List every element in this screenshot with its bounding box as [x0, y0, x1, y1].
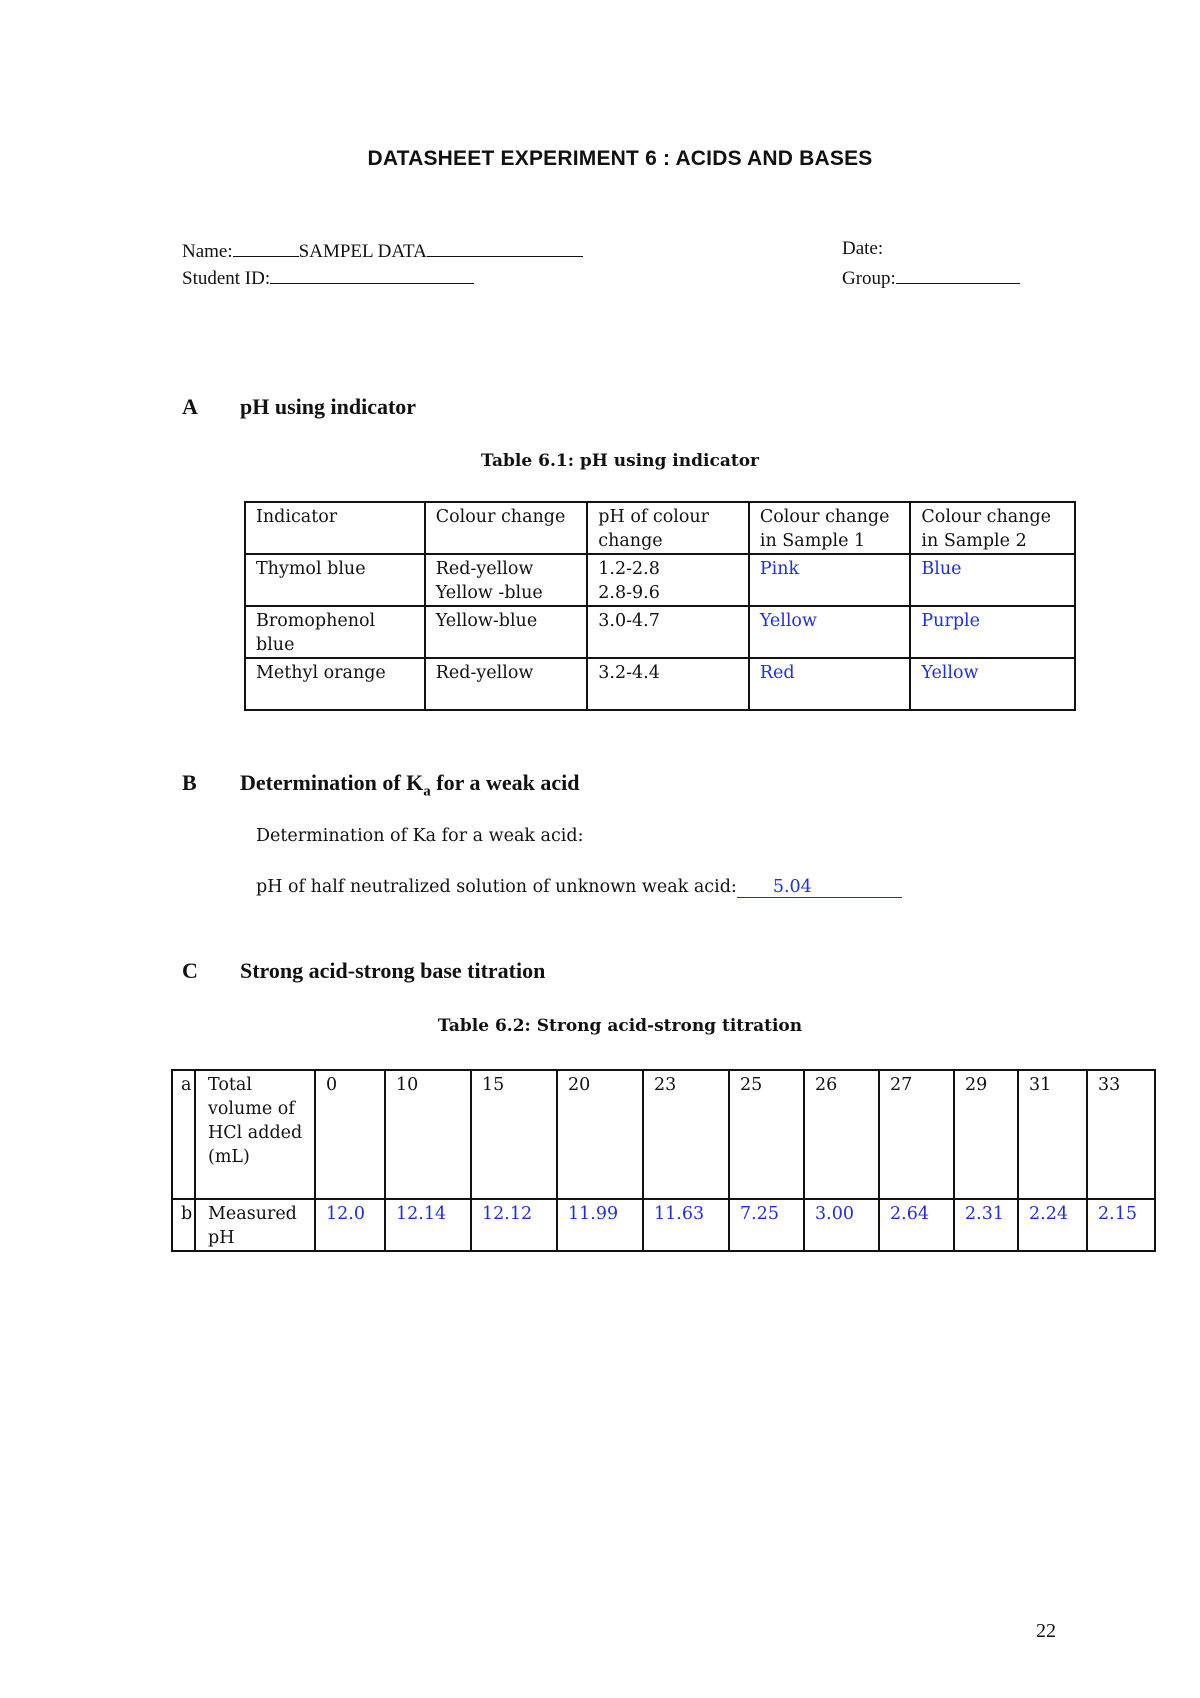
ph-value-trail-line — [812, 877, 902, 898]
volume-cell: 26 — [804, 1070, 879, 1199]
ph-cell: 12.12 — [471, 1199, 557, 1251]
cell-ph: 3.0-4.7 — [587, 606, 749, 658]
cell-indicator: Thymol blue — [245, 554, 425, 606]
ph-cell: 11.63 — [643, 1199, 729, 1251]
row-marker: b — [172, 1199, 195, 1251]
page-title: DATASHEET EXPERIMENT 6 : ACIDS AND BASES — [367, 147, 873, 170]
header-indicator: Indicator — [245, 502, 425, 554]
name-value: SAMPEL DATA — [298, 241, 427, 262]
ph-cell: 3.00 — [804, 1199, 879, 1251]
cell-colour-change — [425, 554, 588, 606]
cell-line: 1.2-2.8 — [598, 559, 660, 579]
cell-colour-change: Yellow-blue — [425, 606, 588, 658]
ka-line: Determination of Ka for a weak acid: — [256, 826, 584, 846]
row-label — [195, 1199, 315, 1251]
section-b-letter: B — [182, 770, 197, 795]
table-row — [245, 554, 1075, 606]
row-label-line: (mL) — [208, 1147, 250, 1167]
table-row — [245, 606, 1075, 658]
cell-indicator: Methyl orange — [245, 658, 425, 710]
page-number: 22 — [1036, 1620, 1056, 1642]
volume-cell: 33 — [1087, 1070, 1155, 1199]
row-label-line: Measured — [208, 1204, 297, 1224]
student-id-field — [182, 265, 474, 290]
cell-colour-change: Red-yellow — [425, 658, 588, 710]
table-6-2 — [171, 1069, 1156, 1252]
cell-indicator — [245, 606, 425, 658]
header-ph-colour-change: pH of colour change — [587, 502, 749, 554]
table-6-2-caption: Table 6.2: Strong acid-strong titration — [437, 1016, 803, 1036]
cell-sample-1: Yellow — [749, 606, 911, 658]
ph-value: 5.04 — [772, 877, 812, 897]
volume-cell: 23 — [643, 1070, 729, 1199]
ph-cell: 2.31 — [954, 1199, 1018, 1251]
ph-cell: 2.24 — [1018, 1199, 1087, 1251]
section-a-title: pH using indicator — [240, 394, 417, 419]
group-field — [842, 265, 1020, 290]
name-label: Name: — [182, 241, 233, 262]
cell-ph — [587, 554, 749, 606]
titration-row-volume — [172, 1070, 1155, 1199]
section-c-letter: C — [182, 958, 198, 983]
ph-cell: 12.0 — [315, 1199, 385, 1251]
date-field — [842, 238, 883, 260]
section-b-title — [240, 770, 580, 800]
row-label — [195, 1070, 315, 1199]
volume-cell: 20 — [557, 1070, 643, 1199]
group-line — [896, 265, 1020, 284]
cell-sample-2: Purple — [910, 606, 1075, 658]
name-line-right — [427, 238, 583, 257]
row-label-line: pH — [208, 1228, 235, 1248]
volume-cell: 10 — [385, 1070, 471, 1199]
student-id-label: Student ID: — [182, 268, 271, 289]
volume-cell: 29 — [954, 1070, 1018, 1199]
volume-cell: 15 — [471, 1070, 557, 1199]
section-b-title-sub: a — [423, 783, 431, 800]
section-c-title: Strong acid-strong base titration — [240, 958, 546, 983]
table-row — [245, 658, 1075, 710]
cell-sample-1: Pink — [749, 554, 911, 606]
table-6-1-header-row — [245, 502, 1075, 554]
cell-line: Yellow -blue — [435, 583, 543, 603]
volume-cell: 0 — [315, 1070, 385, 1199]
name-field — [182, 238, 583, 263]
name-line-left — [233, 238, 299, 257]
cell-sample-1: Red — [749, 658, 911, 710]
half-neutralized-label: pH of half neutralized solution of unknown weak acid: — [256, 877, 737, 897]
titration-row-ph — [172, 1199, 1155, 1251]
header-sample-1: Colour change in Sample 1 — [749, 502, 911, 554]
cell-line: Bromophenol — [256, 611, 376, 631]
cell-line: Red-yellow — [435, 559, 534, 579]
volume-cell: 31 — [1018, 1070, 1087, 1199]
group-label: Group: — [842, 268, 896, 289]
ph-cell: 2.15 — [1087, 1199, 1155, 1251]
cell-line: 2.8-9.6 — [598, 583, 660, 603]
half-neutralized-line — [256, 877, 902, 898]
cell-sample-2: Yellow — [910, 658, 1075, 710]
volume-cell: 25 — [729, 1070, 804, 1199]
cell-line: blue — [256, 635, 295, 655]
row-label-line: volume of — [208, 1099, 295, 1119]
section-a-letter: A — [182, 394, 198, 419]
row-marker: a — [172, 1070, 195, 1199]
row-label-line: Total — [208, 1075, 252, 1095]
section-b-title-post: for a weak acid — [430, 770, 580, 795]
row-label-line: HCl added — [208, 1123, 303, 1143]
volume-cell: 27 — [879, 1070, 954, 1199]
table-6-1 — [244, 501, 1076, 711]
ph-cell: 7.25 — [729, 1199, 804, 1251]
section-b-title-pre: Determination of K — [240, 770, 424, 795]
table-6-1-caption: Table 6.1: pH using indicator — [481, 451, 759, 471]
cell-ph: 3.2-4.4 — [587, 658, 749, 710]
ph-cell: 2.64 — [879, 1199, 954, 1251]
ph-cell: 11.99 — [557, 1199, 643, 1251]
ph-cell: 12.14 — [385, 1199, 471, 1251]
cell-sample-2: Blue — [910, 554, 1075, 606]
header-sample-2: Colour change in Sample 2 — [910, 502, 1075, 554]
student-id-line — [270, 265, 474, 284]
ph-value-lead-line — [737, 877, 773, 898]
header-colour-change: Colour change — [425, 502, 588, 554]
date-label: Date: — [842, 238, 884, 259]
